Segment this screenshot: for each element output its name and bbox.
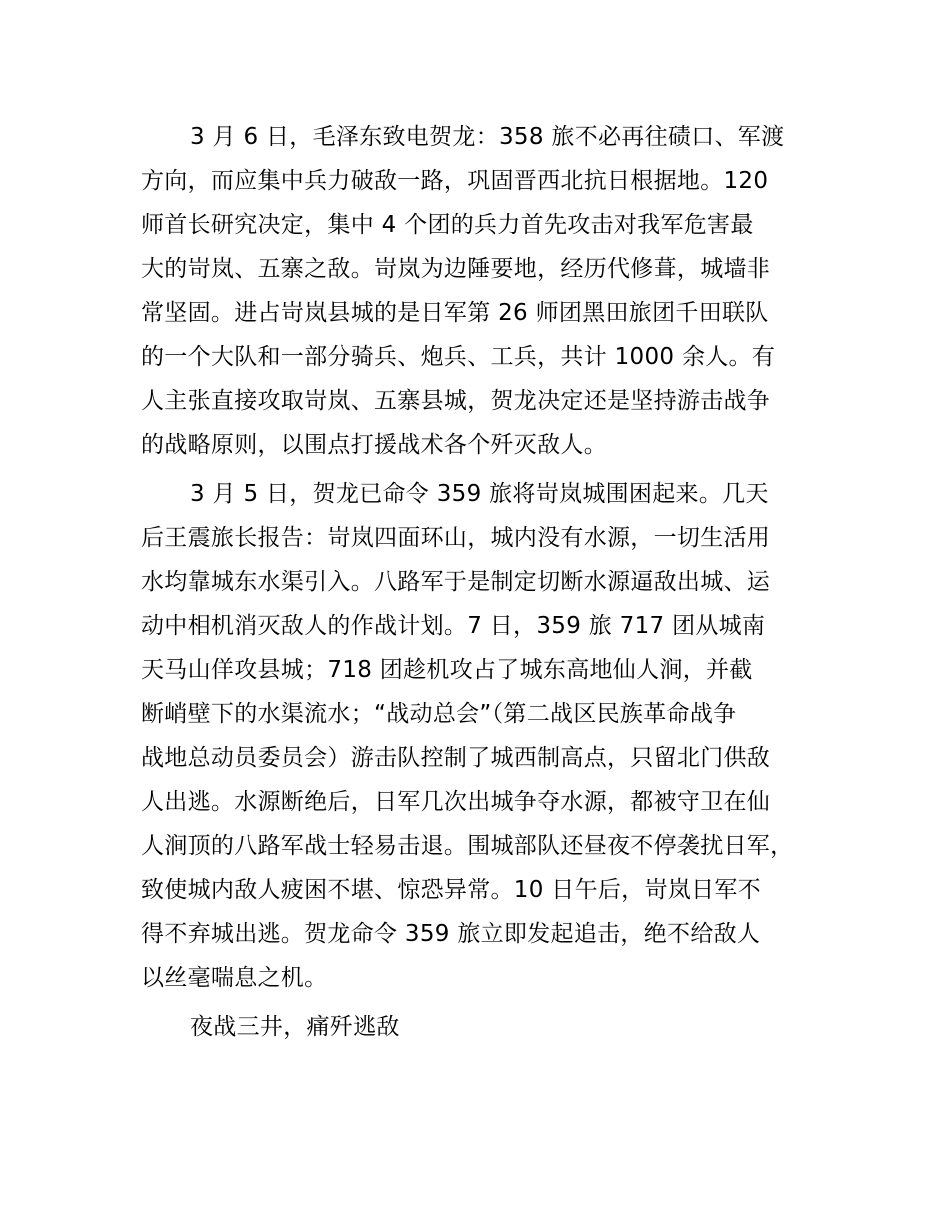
text-line: 大的岢岚、五寨之敌。岢岚为边陲要地，经历代修葺，城墙非 — [141, 256, 771, 282]
text-line: 水均靠城东水渠引入。八路军于是制定切断水源逼敌出城、运 — [141, 569, 771, 595]
text-line: 天马山佯攻县城；718 团趁机攻占了城东高地仙人涧，并截 — [141, 657, 753, 683]
text-line: 夜战三井，痛歼逃敌 — [190, 1014, 400, 1040]
text-line: 以丝毫喘息之机。 — [141, 965, 328, 991]
text-line: 致使城内敌人疲困不堪、惊恐异常。10 日午后，岢岚日军不 — [141, 877, 761, 903]
text-line: 常坚固。进占岢岚县城的是日军第 26 师团黑田旅团千田联队 — [141, 300, 769, 326]
text-line: 人出逃。水源断绝后，日军几次出城争夺水源，都被守卫在仙 — [141, 789, 771, 815]
text-line: 后王震旅长报告：岢岚四面环山，城内没有水源，一切生活用 — [141, 525, 771, 551]
text-line: 3 月 6 日，毛泽东致电贺龙：358 旅不必再往碛口、军渡 — [190, 124, 785, 150]
text-line: 人涧顶的八路军战士轻易击退。围城部队还昼夜不停袭扰日军， — [141, 833, 794, 859]
text-line: 的一个大队和一部分骑兵、炮兵、工兵，共计 1000 余人。有 — [141, 344, 776, 370]
text-line: 动中相机消灭敌人的作战计划。7 日，359 旅 717 团从城南 — [141, 613, 766, 639]
text-line: 师首长研究决定，集中 4 个团的兵力首先攻击对我军危害最 — [141, 212, 754, 238]
text-line: 断峭壁下的水渠流水；“战动总会”（第二战区民族革命战争 — [141, 701, 737, 727]
text-line: 3 月 5 日，贺龙已命令 359 旅将岢岚城围困起来。几天 — [190, 481, 769, 507]
text-line: 得不弃城出逃。贺龙命令 359 旅立即发起追击，绝不给敌人 — [141, 921, 761, 947]
text-line: 的战略原则，以围点打援战术各个歼灭敌人。 — [141, 432, 607, 458]
text-line: 战地总动员委员会）游击队控制了城西制高点，只留北门供敌 — [141, 745, 771, 771]
text-line: 方向，而应集中兵力破敌一路，巩固晋西北抗日根据地。120 — [141, 168, 769, 194]
text-line: 人主张直接攻取岢岚、五寨县城，贺龙决定还是坚持游击战争 — [141, 388, 771, 414]
